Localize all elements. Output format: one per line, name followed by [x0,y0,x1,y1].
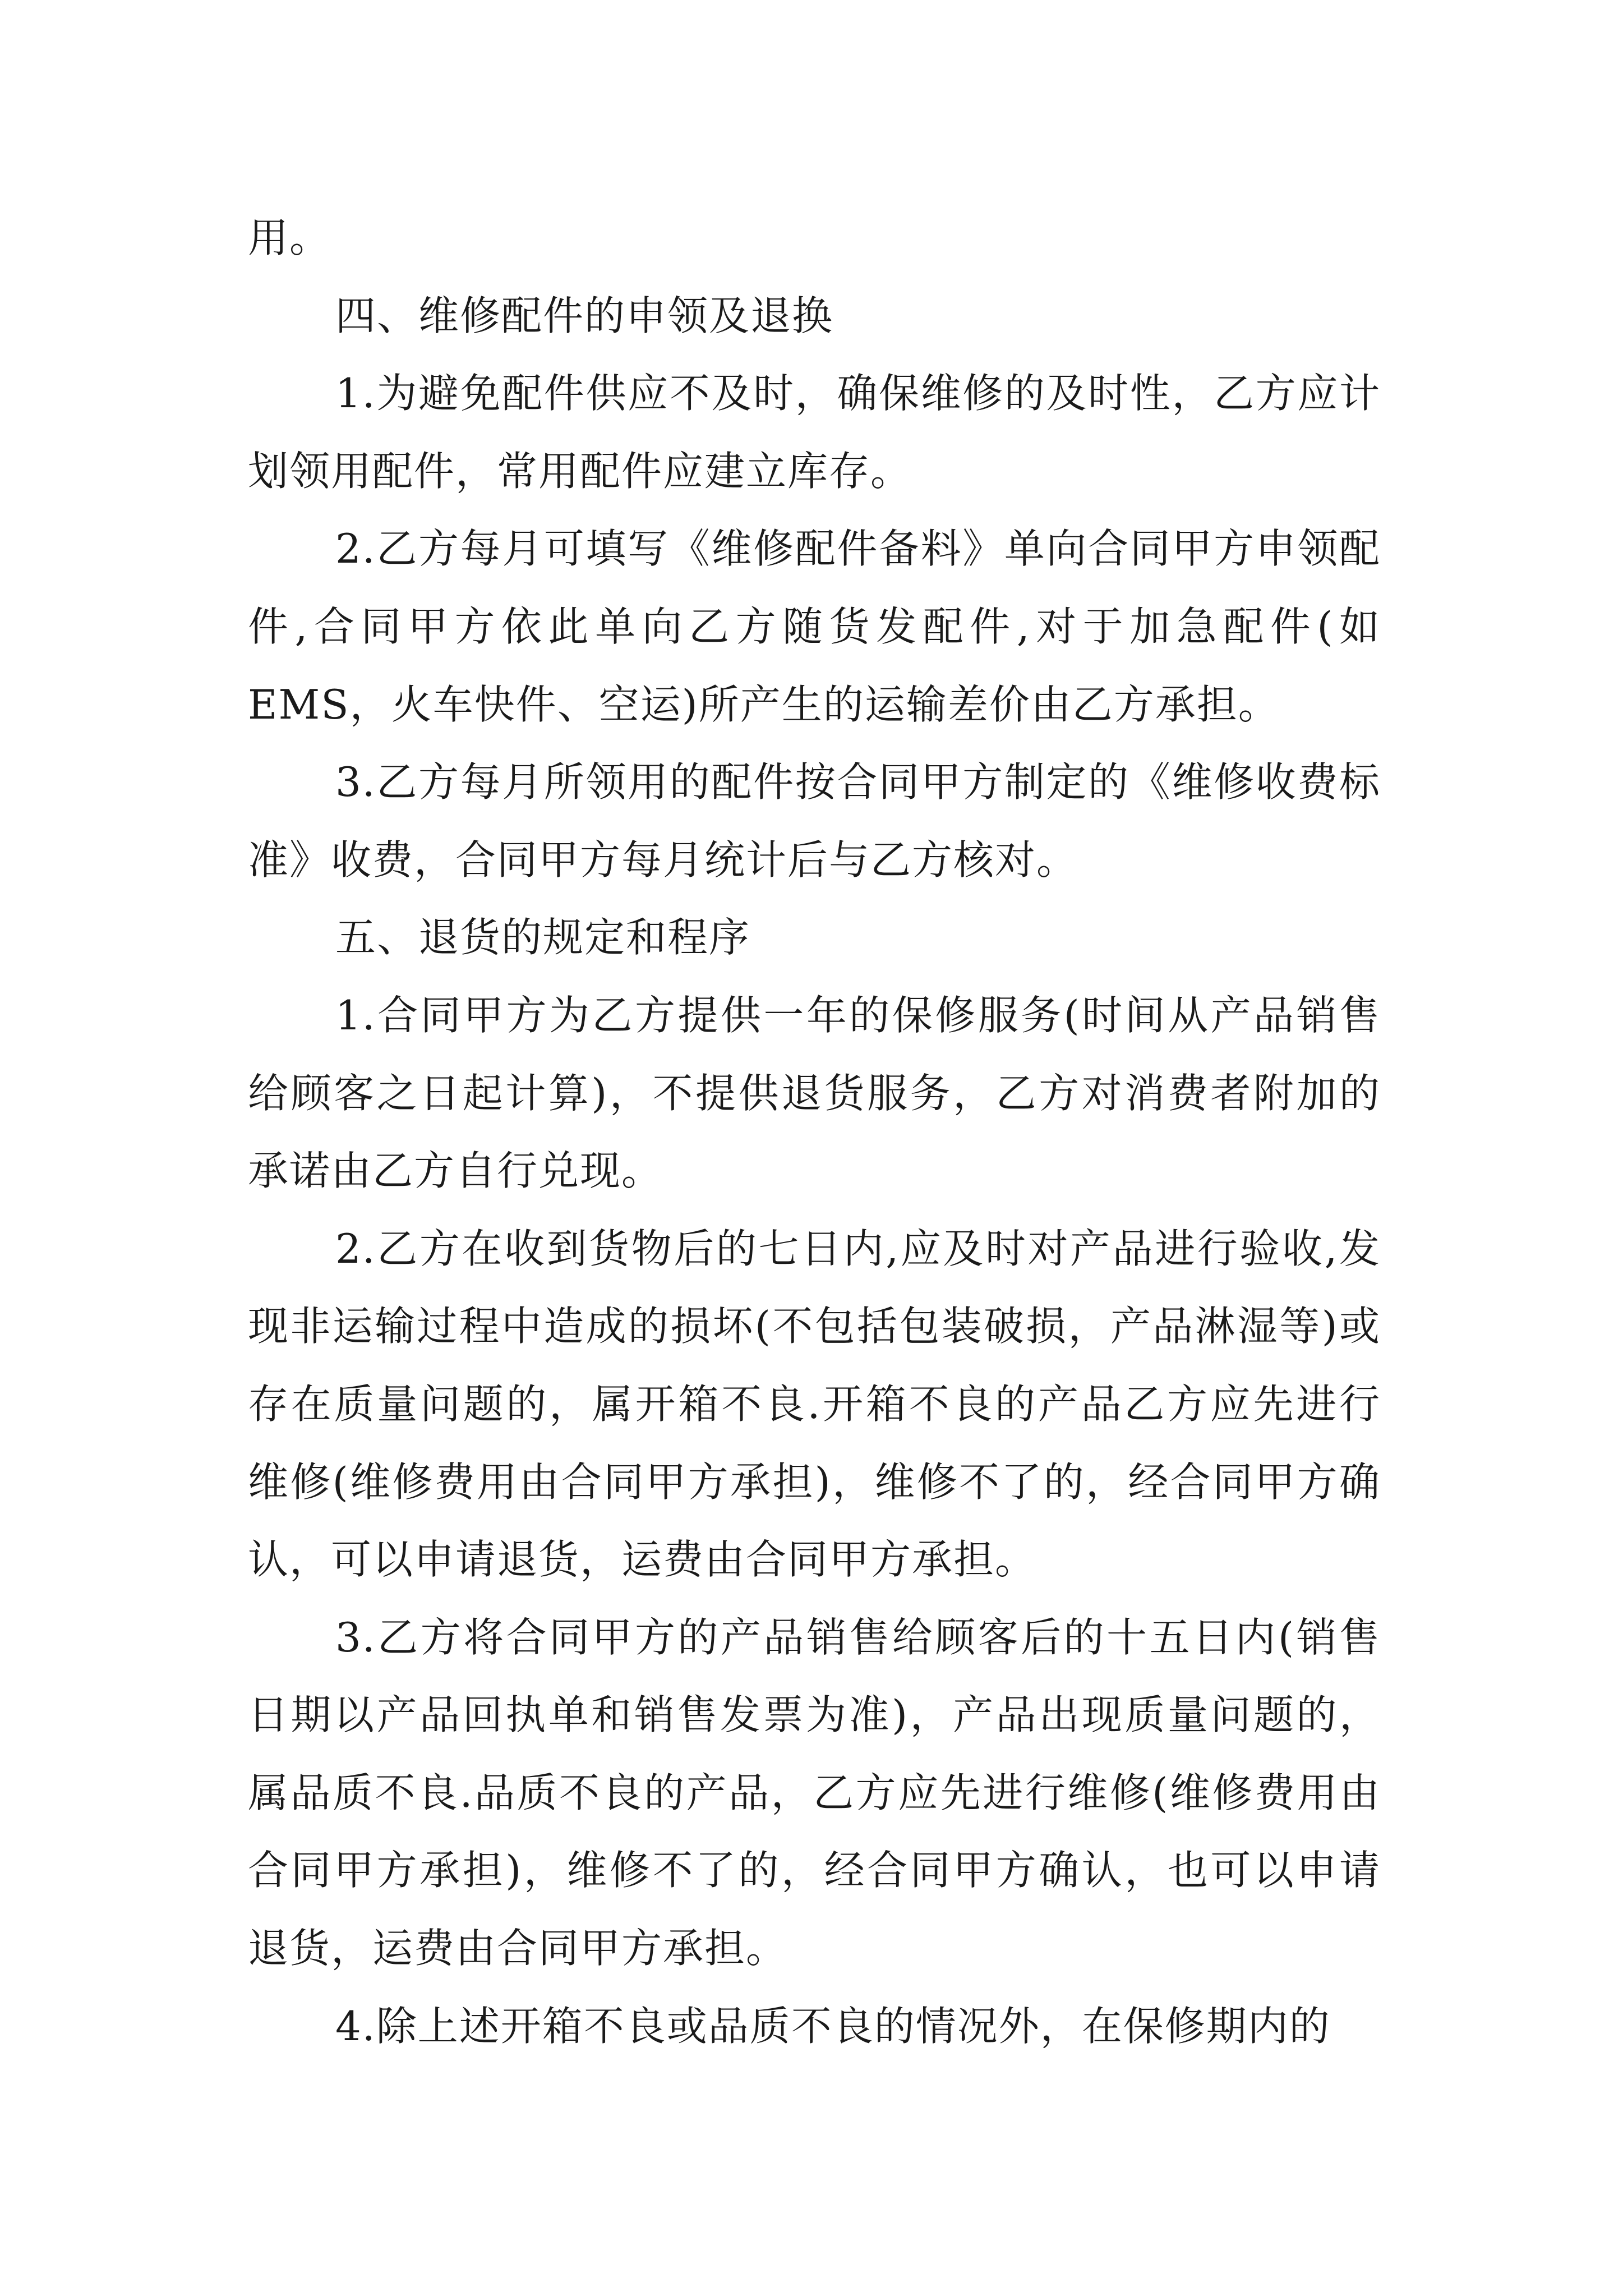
document-body [248,199,1381,2065]
section-heading-5: 五、退货的规定和程序 [335,914,751,961]
paragraph-5-3: 3.乙方将合同甲方的产品销售给顾客后的十五日内(销售日期以产品回执单和销售发票为准)，产品出现质量问题的，属品质不良.品质不良的产品，乙方应先进行维修(维修费用由合同甲方承担)，维修不了的，经合同甲方确认，也可以申请退货，运费由合同甲方承担。 [248,1613,1381,1972]
paragraph-5-4: 4.除上述开箱不良或品质不良的情况外，在保修期内的 [335,2002,1331,2050]
paragraph-4-3: 3.乙方每月所领用的配件按合同甲方制定的《维修收费标准》收费，合同甲方每月统计后与乙方核对。 [248,758,1381,884]
section-heading-4: 四、维修配件的申领及退换 [335,292,834,339]
paragraph-4-1: 1.为避免配件供应不及时，确保维修的及时性，乙方应计划领用配件，常用配件应建立库存。 [248,370,1381,495]
paragraph-5-2: 2.乙方在收到货物后的七日内,应及时对产品进行验收,发现非运输过程中造成的损坏(不包括包装破损，产品淋湿等)或存在质量问题的，属开箱不良.开箱不良的产品乙方应先进行维修(维修费用由合同甲方承担)，维修不了的，经合同甲方确认，可以申请退货，运费由合同甲方承担。 [248,1225,1381,1584]
paragraph-4-2: 2.乙方每月可填写《维修配件备料》单向合同甲方申领配件,合同甲方依此单向乙方随货发配件,对于加急配件(如EMS，火车快件、空运)所产生的运输差价由乙方承担。 [248,525,1381,728]
paragraph-5-1: 1.合同甲方为乙方提供一年的保修服务(时间从产品销售给顾客之日起计算)，不提供退货服务，乙方对消费者附加的承诺由乙方自行兑现。 [248,991,1381,1195]
paragraph-continuation: 用。 [248,214,331,261]
